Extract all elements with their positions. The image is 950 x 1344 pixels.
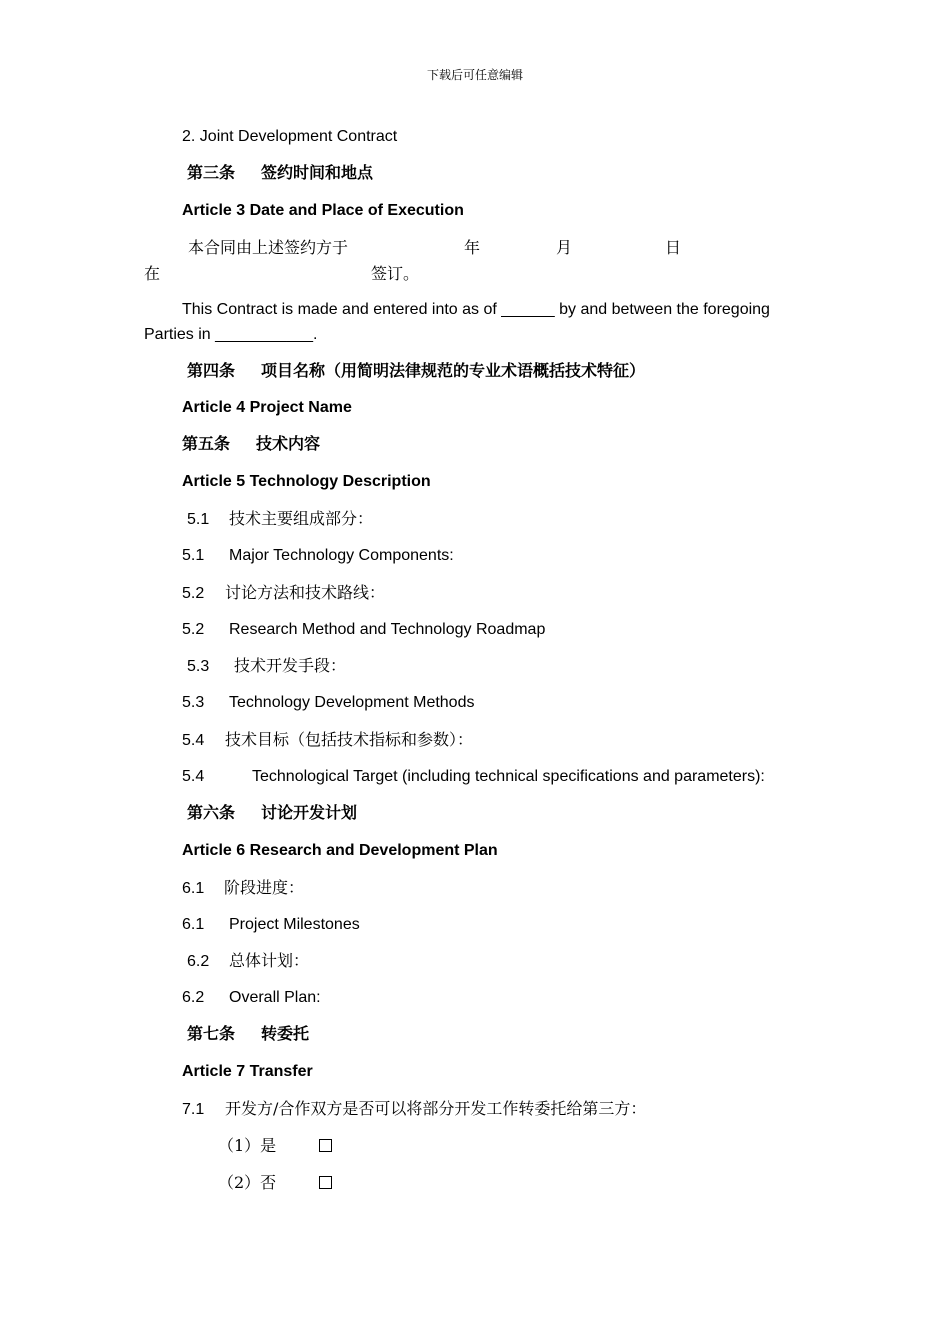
- item-number: 6.2: [187, 953, 210, 970]
- article5-item-4: [182, 620, 545, 640]
- article6-zh-heading: [187, 804, 357, 824]
- option-label: （1）是: [218, 1136, 277, 1155]
- item-text: Technology Development Methods: [229, 694, 475, 711]
- article3-zh-signed: 签订。: [371, 264, 420, 283]
- item-text: 开发方/合作双方是否可以将部分开发工作转委托给第三方：: [225, 1099, 647, 1118]
- item-text: 技术主要组成部分：: [229, 509, 374, 528]
- item-number: 6.2: [182, 989, 205, 1006]
- item-number: 5.2: [182, 585, 205, 602]
- item-number: 5.2: [182, 621, 205, 638]
- article4-zh-heading: [187, 362, 645, 382]
- item-number: 5.4: [182, 768, 205, 785]
- item-text: 阶段进度：: [224, 878, 305, 897]
- item-number: 7.1: [182, 1101, 205, 1118]
- item-text: 技术目标（包括技术指标和参数）：: [225, 730, 474, 749]
- option-label: （2）否: [218, 1173, 277, 1192]
- article3-zh-day: 日: [665, 238, 682, 257]
- article6-zh-title: 讨论开发计划: [261, 805, 358, 822]
- item-number: 5.1: [187, 511, 210, 528]
- item-text: Technological Target (including technical specifications and parameters):: [252, 768, 765, 785]
- item-text: 技术开发手段：: [234, 656, 347, 675]
- item-text: 总体计划：: [229, 951, 310, 970]
- item-text: Research Method and Technology Roadmap: [229, 621, 546, 638]
- article3-zh-year: 年: [464, 238, 481, 257]
- contract-title: 2. Joint Development Contract: [182, 128, 398, 145]
- item-number: 6.1: [182, 880, 205, 897]
- item-text: Overall Plan:: [229, 989, 321, 1006]
- article6-item-3: [187, 951, 309, 972]
- article7-zh-heading: [187, 1025, 309, 1045]
- article5-item-2: [182, 546, 454, 566]
- article3-zh-heading: [187, 164, 373, 184]
- article3-en-heading: Article 3 Date and Place of Execution: [182, 202, 464, 219]
- item-number: 6.1: [182, 916, 205, 933]
- checkbox-no[interactable]: [319, 1176, 332, 1189]
- item-number: 5.3: [182, 694, 205, 711]
- article6-item-2: [182, 915, 360, 935]
- article6-en-heading: Article 6 Research and Development Plan: [182, 842, 498, 859]
- article3-zh-at: 在: [144, 264, 161, 283]
- article3-zh-title: 签约时间和地点: [261, 165, 374, 182]
- article5-zh-num: 第五条: [182, 436, 231, 453]
- item-number: 5.4: [182, 732, 205, 749]
- article4-en-heading: Article 4 Project Name: [182, 399, 352, 416]
- page-header-note: 下载后可任意编辑: [426, 68, 523, 82]
- article7-zh-title: 转委托: [261, 1026, 310, 1043]
- article4-zh-title: 项目名称（用简明法律规范的专业术语概括技术特征）: [261, 363, 646, 380]
- article7-zh-num: 第七条: [187, 1026, 236, 1043]
- article5-item-1: [187, 509, 373, 530]
- transfer-option-no[interactable]: [218, 1173, 332, 1193]
- article5-en-heading: Article 5 Technology Description: [182, 473, 431, 490]
- transfer-option-yes[interactable]: [218, 1136, 332, 1156]
- item-text: 讨论方法和技术路线：: [225, 583, 386, 602]
- item-text: Project Milestones: [229, 916, 360, 933]
- checkbox-yes[interactable]: [319, 1139, 332, 1152]
- item-number: 5.3: [187, 658, 210, 675]
- article5-item-5: [187, 656, 346, 677]
- article5-zh-heading: [182, 435, 320, 455]
- article3-en-body-2: Parties in ___________.: [144, 326, 318, 343]
- article3-zh-num: 第三条: [187, 165, 236, 182]
- article6-zh-num: 第六条: [187, 805, 236, 822]
- article6-item-1: [182, 878, 304, 899]
- article3-zh-body-1: 本合同由上述签约方于: [188, 238, 349, 257]
- article5-item-3: [182, 583, 385, 604]
- item-number: 5.1: [182, 547, 205, 564]
- article4-zh-num: 第四条: [187, 363, 236, 380]
- article5-item-8: [182, 767, 765, 787]
- article6-item-4: [182, 988, 321, 1008]
- article3-zh-month: 月: [556, 238, 573, 257]
- article5-item-7: [182, 730, 473, 751]
- article5-zh-title: 技术内容: [256, 436, 321, 453]
- item-text: Major Technology Components:: [229, 547, 454, 564]
- article7-en-heading: Article 7 Transfer: [182, 1063, 313, 1080]
- article5-item-6: [182, 693, 474, 713]
- article3-en-body-1: This Contract is made and entered into as of ______ by and between the foregoing: [182, 301, 770, 318]
- article7-item-1: [182, 1099, 646, 1120]
